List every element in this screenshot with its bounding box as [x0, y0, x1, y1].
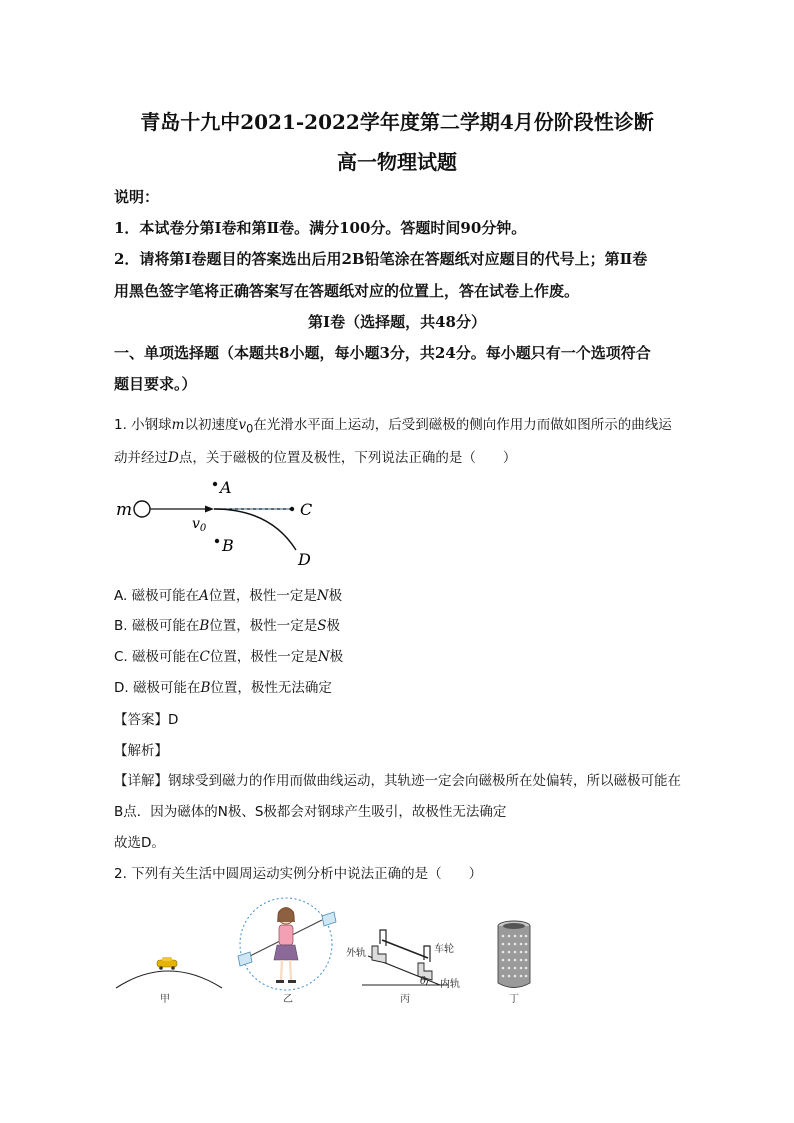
q1-text: 1. 小钢球 [114, 417, 172, 433]
girl-body-icon [279, 925, 293, 945]
point-b-dot [215, 539, 219, 543]
figure-ding-washing-drum [498, 921, 530, 1005]
section-title: 第Ⅰ卷（选择题，共48分） [308, 313, 486, 331]
label-inner-rail: 内轨 [440, 979, 460, 990]
label-c: C [300, 500, 313, 519]
steel-ball-icon [134, 501, 150, 517]
q2-figures [110, 888, 550, 1013]
figure-yi-girl-swinging [238, 898, 336, 1005]
q1-analysis-label: 【解析】 [114, 743, 168, 759]
q1-detail-line-3: 故选D。 [114, 835, 165, 851]
notes-label: 说明： [114, 188, 160, 206]
figure-bing-banked-track [346, 930, 460, 1005]
bucket-icon [322, 912, 336, 926]
label-theta: θ [420, 976, 427, 987]
label-b: B [222, 536, 234, 555]
label-jia: 甲 [160, 994, 170, 1005]
q1-option-b: B. 磁极可能在B位置，极性一定是S极 [114, 618, 341, 634]
q1-detail-line-1: 【详解】钢球受到磁力的作用而做曲线运动，其轨迹一定会向磁极所在处偏转，所以磁极可能在 [114, 773, 681, 789]
q1-text: 以初速度 [184, 417, 239, 433]
q2-stem: 2. 下列有关生活中圆周运动实例分析中说法正确的是（ ） [114, 866, 483, 882]
notes-line-1: 1．本试卷分第Ⅰ卷和第Ⅱ卷。满分100分。答题时间90分钟。 [114, 219, 527, 237]
q1-mass-symbol: m [171, 417, 185, 433]
label-wheel: 车轮 [434, 944, 454, 955]
figure-jia-car-on-bridge [116, 957, 222, 1005]
axle [382, 940, 428, 958]
q1-option-c: C. 磁极可能在C位置，极性一定是N极 [114, 649, 344, 665]
page-title: 青岛十九中2021-2022学年度第二学期4月份阶段性诊断 [140, 110, 654, 134]
page-subtitle: 高一物理试题 [337, 150, 457, 174]
q1-stem-line-2 [114, 446, 516, 466]
q1-velocity-symbol: v [238, 417, 247, 433]
velocity-arrow-icon [205, 506, 214, 513]
q1-velocity-subscript: 0 [246, 422, 254, 436]
label-d: D [298, 550, 311, 569]
label-bing: 丙 [400, 994, 410, 1005]
q1-option-d: D. 磁极可能在B位置，极性无法确定 [114, 680, 332, 696]
label-v0: $v_0$ [192, 516, 207, 534]
label-ding: 丁 [509, 994, 519, 1005]
q1-detail-line-2: B点．因为磁体的N极、S极都会对钢球产生吸引，故极性无法确定 [114, 804, 507, 820]
q1-stem-line-1 [114, 413, 672, 436]
q1-text: 在光滑水平面上运动，后受到磁极的侧向作用力而做如图所示的曲线运 [253, 417, 672, 433]
section-part-b: 题目要求。） [114, 375, 197, 393]
label-m: m [116, 500, 133, 520]
point-c-dot [290, 507, 294, 511]
q1-point-symbol: D [168, 450, 179, 466]
q1-option-a: A. 磁极可能在A位置，极性一定是N极 [114, 588, 343, 604]
q1-trajectory-figure [110, 474, 330, 574]
outer-rail [372, 946, 386, 963]
car-icon [157, 960, 177, 967]
wheel-right [424, 946, 430, 962]
label-outer-rail: 外轨 [346, 948, 366, 959]
section-part-a: 一、单项选择题（本题共8小题，每小题3分，共24分。每小题只有一个选项符合 [114, 344, 651, 362]
wheel-left [380, 930, 386, 946]
q1-text: 动并经过 [114, 450, 168, 466]
label-yi: 乙 [283, 994, 293, 1005]
label-a: A [220, 478, 232, 497]
notes-line-2b: 用黑色签字笔将正确答案写在答题纸对应的位置上，答在试卷上作废。 [114, 282, 580, 300]
notes-line-2a: 2．请将第Ⅰ卷题目的答案选出后用2B铅笔涂在答题纸对应题目的代号上；第Ⅱ卷 [114, 250, 648, 268]
q1-answer: 【答案】D [114, 712, 179, 728]
q1-text: 点，关于磁极的位置及极性，下列说法正确的是（ ） [178, 450, 517, 466]
bucket-icon [238, 952, 252, 966]
point-a-dot [213, 482, 217, 486]
